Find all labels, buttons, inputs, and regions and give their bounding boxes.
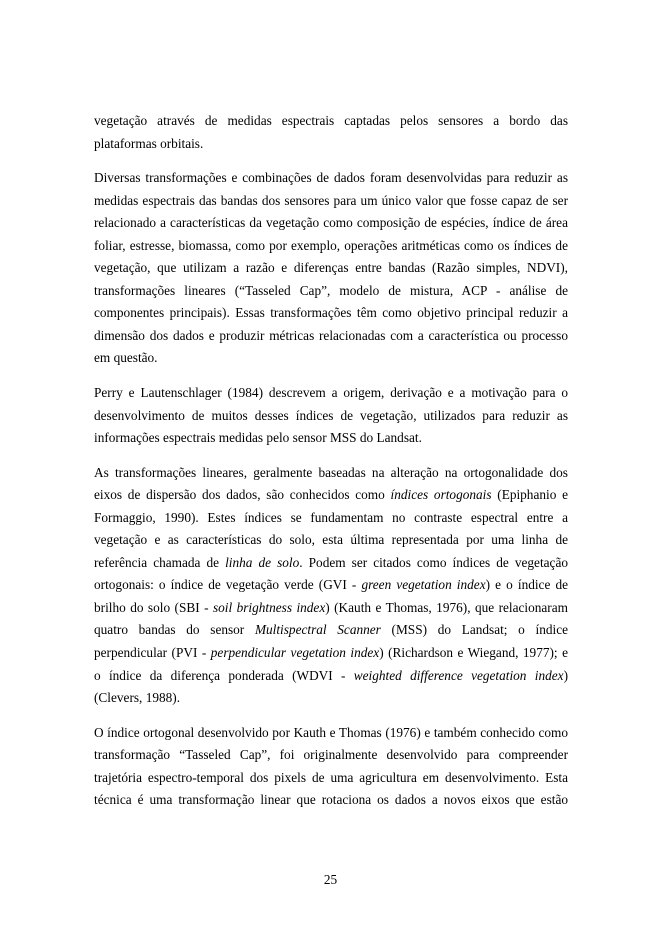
text-line: ortogonais: o índice de vegetação verde (GVI - green vegetation index) e o índice de <box>94 577 569 593</box>
text-line: medidas espectrais das bandas dos sensores para um único valor que fosse capaz de ser <box>94 192 568 208</box>
italic-term: soil brightness index <box>212 599 326 615</box>
italic-term: perpendicular vegetation index <box>210 645 380 661</box>
text-line: dimensão dos dados e produzir métricas relacionadas com a característica ou processo <box>94 327 568 343</box>
text-line: trajetória espectro-temporal dos pixels de uma agricultura em desenvolvimento. Esta <box>94 769 568 785</box>
text-line: perpendicular (PVI - perpendicular vegetation index) (Richardson e Wiegand, 1977); e <box>94 645 568 661</box>
text-line: (Clevers, 1988). <box>94 690 181 706</box>
body-text <box>94 110 568 824</box>
text-line: plataformas orbitais. <box>94 135 204 151</box>
italic-term: linha de solo <box>225 554 300 570</box>
text-line: vegetação e as características do solo, esta última representada por uma linha de <box>94 532 568 548</box>
text-line: técnica é uma transformação linear que rotaciona os dados a novos eixos que estão <box>94 792 568 808</box>
text-line: As transformações lineares, geralmente baseadas na alteração na ortogonalidade dos <box>94 464 568 480</box>
text-line: informações espectrais medidas pelo sensor MSS do Landsat. <box>94 430 422 446</box>
page-number: 25 <box>323 872 338 887</box>
text-line: em questão. <box>94 350 158 366</box>
text-line: referência chamada de linha de solo. Podem ser citados como índices de vegetação <box>94 554 569 570</box>
text-line: vegetação, que utilizam a razão e diferenças entre bandas (Razão simples, NDVI), <box>94 260 568 276</box>
text-line: transformação “Tasseled Cap”, foi originalmente desenvolvido para compreender <box>94 747 568 763</box>
italic-term: índices ortogonais <box>390 487 492 503</box>
text-line: transformações lineares (“Tasseled Cap”, modelo de mistura, ACP - análise de <box>94 282 568 298</box>
text-line: Diversas transformações e combinações de dados foram desenvolvidas para reduzir as <box>94 170 568 186</box>
text-line: brilho do solo (SBI - soil brightness index) (Kauth e Thomas, 1976), que relacionaram <box>94 599 568 615</box>
italic-term: weighted difference vegetation index <box>353 667 564 683</box>
italic-term: Multispectral Scanner <box>254 622 381 638</box>
text-line: eixos de dispersão dos dados, são conhecidos como índices ortogonais (Epiphanio e <box>94 487 568 503</box>
italic-term: green vegetation index <box>361 577 486 593</box>
text-line: componentes principais). Essas transformações têm como objetivo principal reduzir a <box>94 305 568 321</box>
text-line: Formaggio, 1990). Estes índices se fundamentam no contraste espectral entre a <box>94 509 568 525</box>
paragraph <box>94 382 568 450</box>
text-line: desenvolvimento de muitos desses índices de vegetação, utilizados para reduzir as <box>94 407 568 423</box>
paragraph <box>94 462 568 710</box>
text-line: foliar, estresse, biomassa, como por exemplo, operações aritméticas como os índices de <box>94 237 568 253</box>
text-line: quatro bandas do sensor Multispectral Scanner (MSS) do Landsat; o índice <box>94 622 569 638</box>
text-line: O índice ortogonal desenvolvido por Kauth e Thomas (1976) e também conhecido como <box>94 724 568 740</box>
paragraph <box>94 110 568 155</box>
paragraph <box>94 722 568 812</box>
text-line: Perry e Lautenschlager (1984) descrevem a origem, derivação e a motivação para o <box>94 385 568 401</box>
text-line: vegetação através de medidas espectrais captadas pelos sensores a bordo das <box>94 113 568 128</box>
text-line: relacionado a características da vegetação como composição de espécies, índice de área <box>94 215 568 231</box>
paragraph <box>94 167 568 370</box>
text-line: o índice da diferença ponderada (WDVI - weighted difference vegetation index) <box>94 667 568 683</box>
